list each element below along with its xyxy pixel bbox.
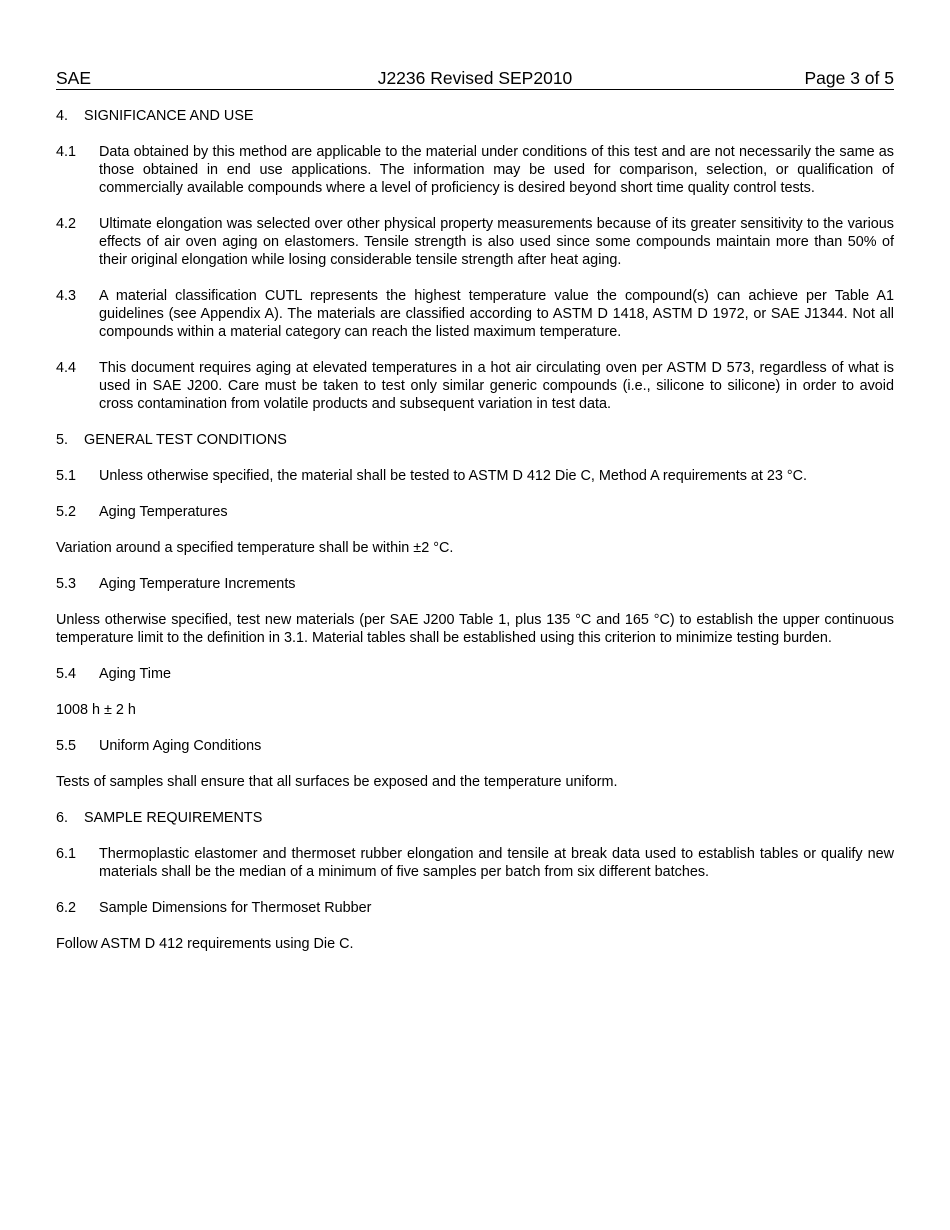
clause-number: 4.3: [56, 288, 77, 304]
section-title: GENERAL TEST CONDITIONS: [84, 432, 287, 448]
clause-title: Aging Time: [99, 666, 171, 682]
clause-title: Sample Dimensions for Thermoset Rubber: [99, 900, 372, 916]
clause-6-2-heading: [56, 899, 894, 917]
clause-text: Ultimate elongation was selected over other physical property measurements because of its greater sensitivity to the various effects of air oven aging on elastomers. Tensile strength is also used since some compounds maintain more than 50% of their original elongation while losing considerable tensile strength after heat aging.: [99, 216, 894, 268]
clause-number: 5.4: [56, 666, 77, 682]
clause-4-2: [56, 215, 894, 269]
section-6-heading: [56, 809, 894, 827]
clause-6-1: [56, 845, 894, 881]
clause-5-2-body: Variation around a specified temperature shall be within ±2 °C.: [56, 540, 454, 556]
clause-5-4-heading: [56, 665, 894, 683]
clause-text: Thermoplastic elastomer and thermoset rubber elongation and tensile at break data used to establish tables or qualify new materials shall be the median of a minimum of five samples per batch from six different batches.: [99, 846, 894, 880]
clause-text: A material classification CUTL represents the highest temperature value the compound(s) can achieve per Table A1 guidelines (see Appendix A). The materials are classified according to ASTM D 1418, ASTM D 1972, or SAE J1344. Not all compounds within a material category can reach the listed maximum temperature.: [99, 288, 894, 340]
clause-4-3: [56, 287, 894, 341]
clause-5-5-body: Tests of samples shall ensure that all surfaces be exposed and the temperature uniform.: [56, 774, 618, 790]
clause-text: This document requires aging at elevated temperatures in a hot air circulating oven per ASTM D 573, regardless of what is used in SAE J200. Care must be taken to test only similar generic compounds (i.e., silicone to silicone) in order to avoid cross contamination from volatile products and subsequent variation in test data.: [99, 360, 894, 412]
clause-number: 4.2: [56, 216, 77, 232]
clause-5-5-heading: [56, 737, 894, 755]
clause-number: 5.2: [56, 504, 77, 520]
header-page-number: Page 3 of 5: [804, 68, 894, 88]
clause-number: 5.3: [56, 576, 77, 592]
header-organization: SAE: [56, 68, 92, 88]
clause-number: 5.5: [56, 738, 77, 754]
clause-6-2-body: Follow ASTM D 412 requirements using Die C.: [56, 936, 354, 952]
clause-title: Aging Temperature Increments: [99, 576, 296, 592]
clause-5-3-heading: [56, 575, 894, 593]
clause-number: 5.1: [56, 468, 77, 484]
clause-5-2-heading: [56, 503, 894, 521]
clause-number: 6.1: [56, 846, 77, 862]
page-header: [56, 67, 894, 90]
clause-number: 6.2: [56, 900, 77, 916]
section-number: 5.: [56, 432, 69, 448]
header-document-id: J2236 Revised SEP2010: [377, 68, 573, 88]
section-4-heading: [56, 107, 894, 125]
clause-text: Data obtained by this method are applicable to the material under conditions of this test and are not necessarily the same as those obtained in end use applications. The information may be used for comparison, selection, or qualification of commercially available compounds where a level of proficiency is desired beyond short time quality control tests.: [99, 144, 894, 196]
clause-number: 4.1: [56, 144, 77, 160]
clause-5-4-body: 1008 h ± 2 h: [56, 702, 136, 718]
section-number: 4.: [56, 108, 69, 124]
document-body: [56, 107, 894, 971]
section-number: 6.: [56, 810, 69, 826]
clause-5-1: [56, 467, 894, 485]
clause-number: 4.4: [56, 360, 77, 376]
clause-title: Aging Temperatures: [99, 504, 228, 520]
clause-text: Unless otherwise specified, the material shall be tested to ASTM D 412 Die C, Method A requirements at 23 °C.: [99, 468, 808, 484]
clause-5-3-body: Unless otherwise specified, test new materials (per SAE J200 Table 1, plus 135 °C and 165 °C) to establish the upper continuous temperature limit to the definition in 3.1. Material tables shall be established using this criterion to minimize testing burden.: [56, 612, 894, 646]
clause-title: Uniform Aging Conditions: [99, 738, 262, 754]
clause-4-1: [56, 143, 894, 197]
section-title: SAMPLE REQUIREMENTS: [84, 810, 263, 826]
section-title: SIGNIFICANCE AND USE: [84, 108, 254, 124]
section-5-heading: [56, 431, 894, 449]
clause-4-4: [56, 359, 894, 413]
